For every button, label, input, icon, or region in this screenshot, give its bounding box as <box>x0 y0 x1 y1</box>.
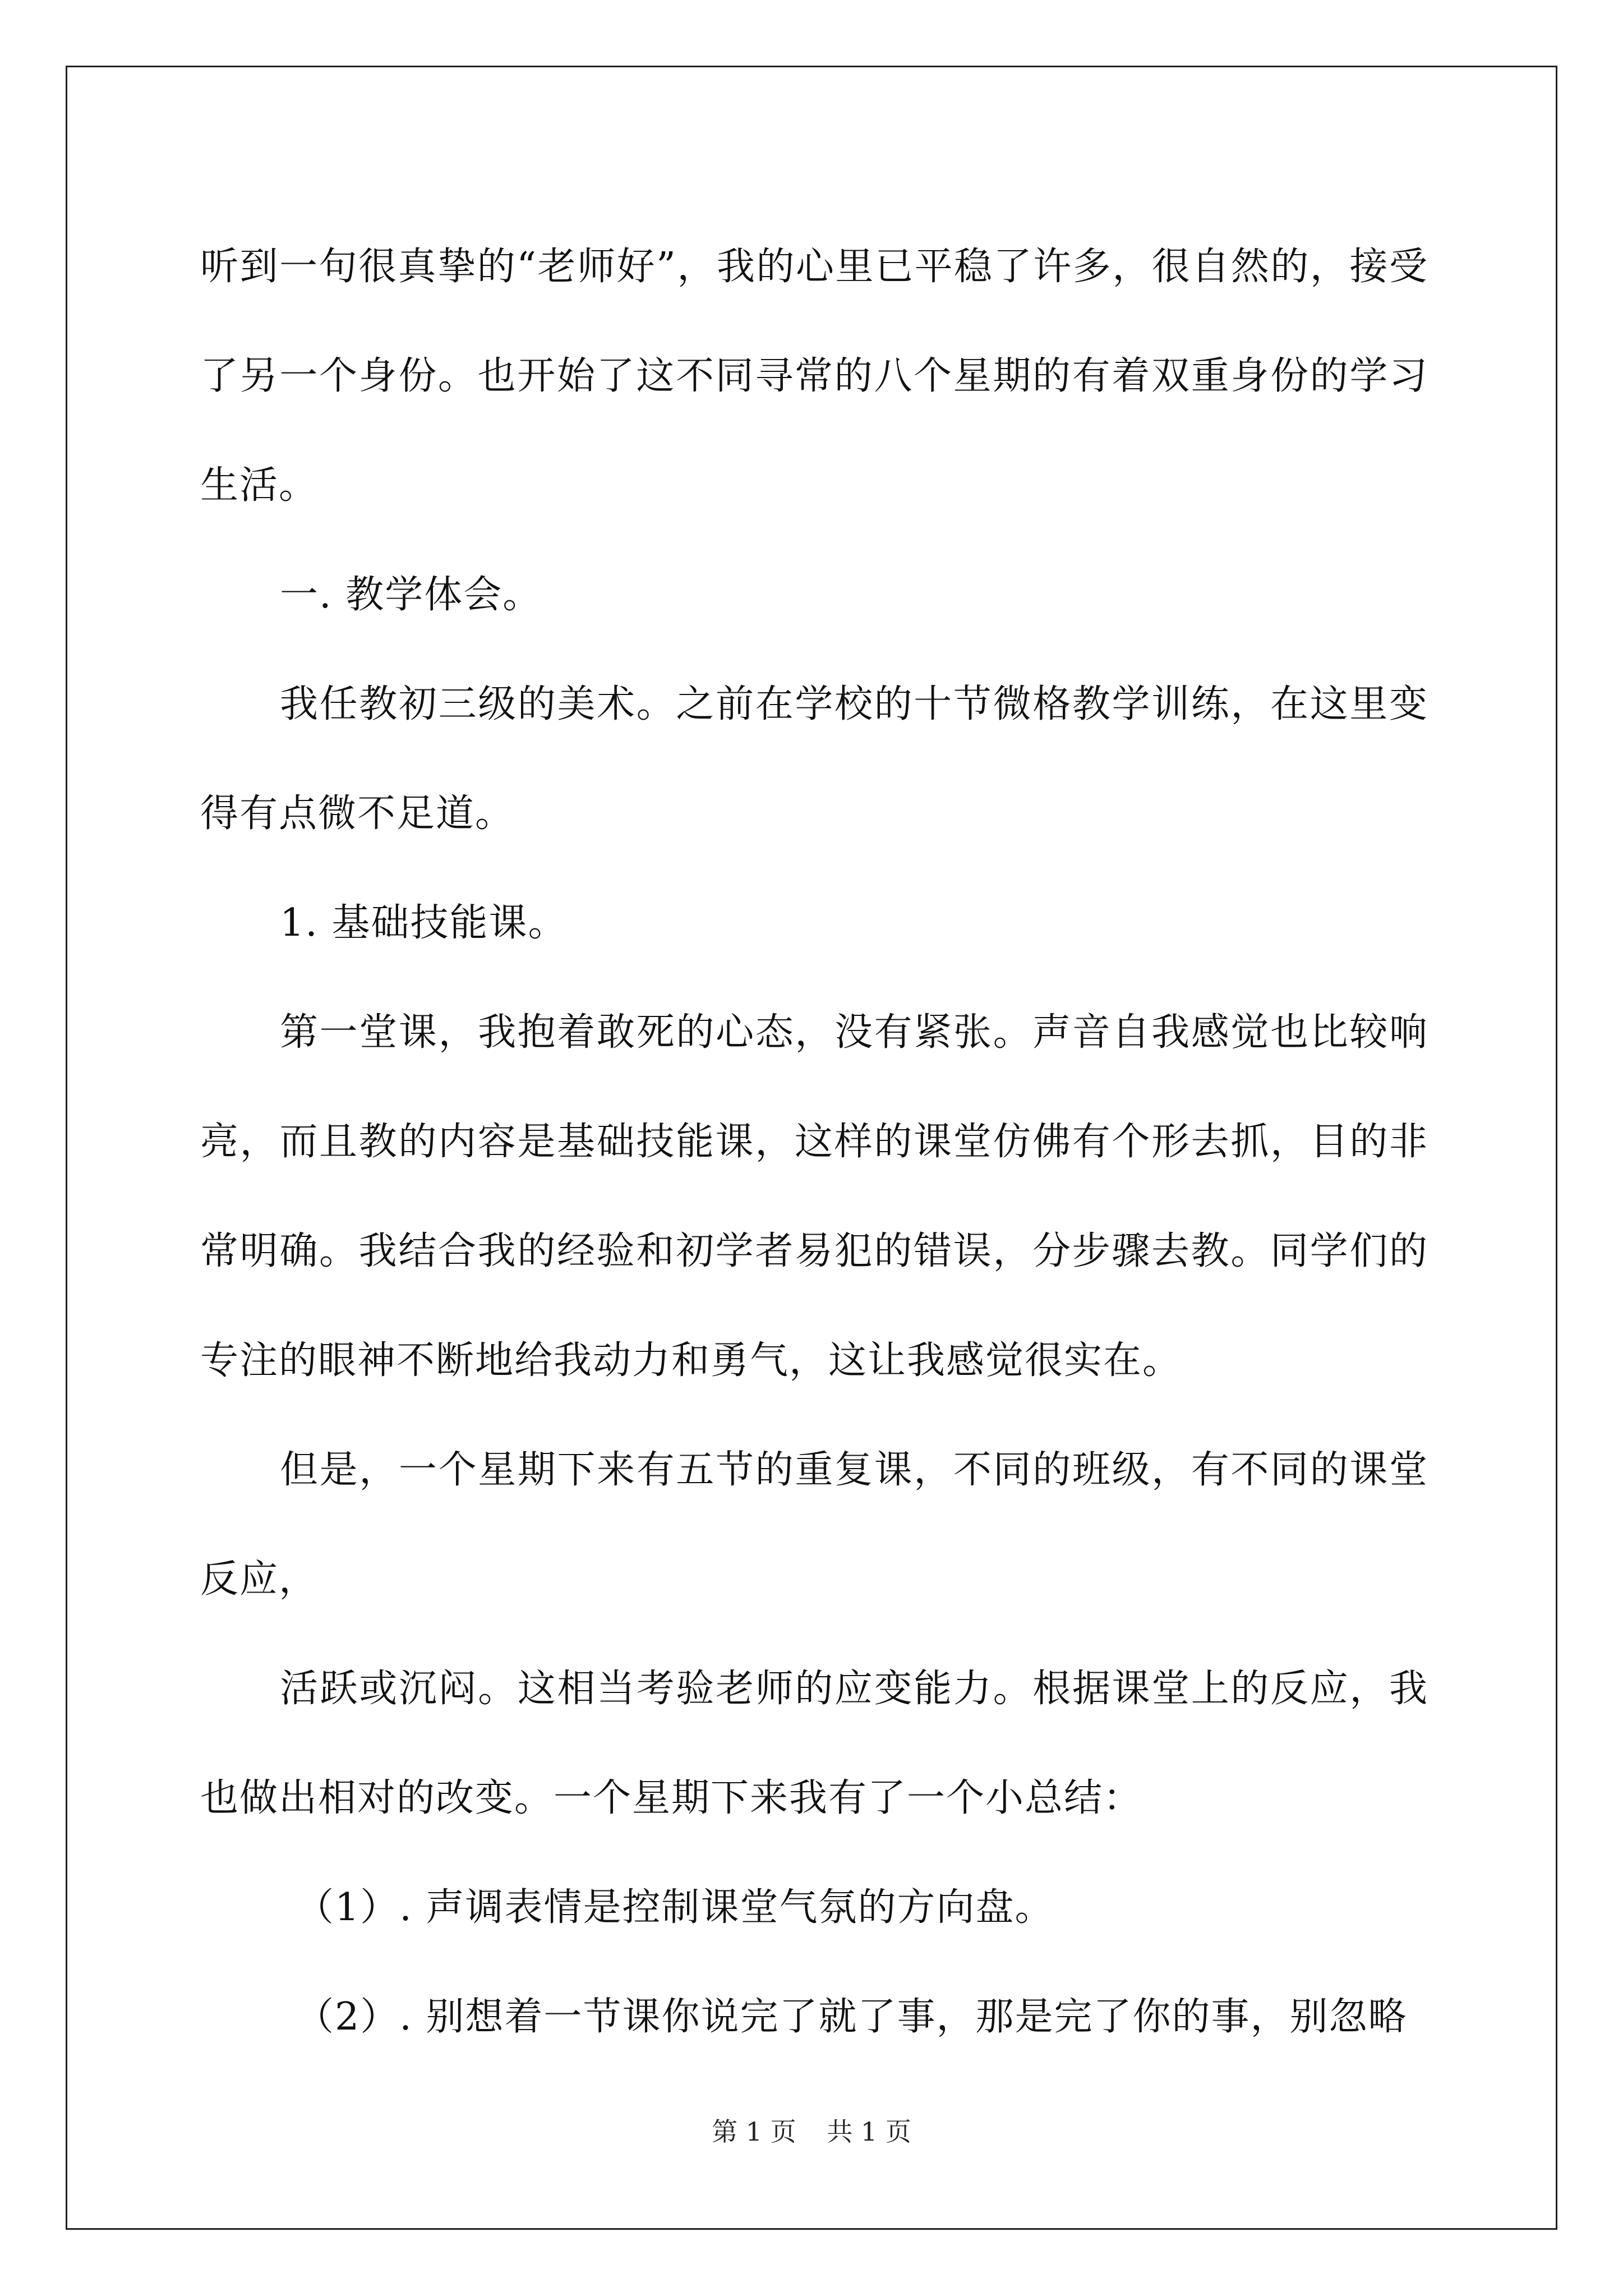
subheading-basic-skills: 1. 基础技能课。 <box>280 901 568 945</box>
list-item-2: （2）. 别想着一节课你说完了就了事，那是完了你的事，别忽略 <box>296 1995 1408 2039</box>
paragraph-5: 第一堂课，我抱着敢死的心态，没有紧张。声音自我感觉也比较响亮，而且教的内容是基础技能课，这样的课堂仿佛有个形去抓，目的非常明确。我结合我的经验和初学者易犯的错误，分步骤去教。同学们的专注的眼神不断地给我动力和勇气，这让我感觉很实在。 <box>200 1010 1428 1383</box>
paragraph-7: 活跃或沉闷。这相当考验老师的应变能力。根据课堂上的反应，我也做出相对的改变。一个星期下来我有了一个小总结： <box>200 1667 1428 1820</box>
list-item-1: （1）. 声调表情是控制课堂气氛的方向盘。 <box>296 1885 1054 1930</box>
paragraph-1: 听到一句很真挚的“老师好”，我的心里已平稳了许多，很自然的，接受了另一个身份。也开始了这不同寻常的八个星期的有着双重身份的学习生活。 <box>200 245 1428 508</box>
page-total: 共 1 页 <box>827 2116 911 2147</box>
paragraph-6: 但是，一个星期下来有五节的重复课，不同的班级，有不同的课堂反应， <box>200 1448 1428 1602</box>
page-number: 第 1 页 <box>712 2116 796 2147</box>
section-heading-teaching: 一. 教学体会。 <box>280 573 542 617</box>
paragraph-3: 我任教初三级的美术。之前在学校的十节微格教学训练，在这里变得有点微不足道。 <box>200 682 1428 836</box>
page-footer <box>0 2115 1623 2148</box>
document-body <box>200 212 1428 2072</box>
